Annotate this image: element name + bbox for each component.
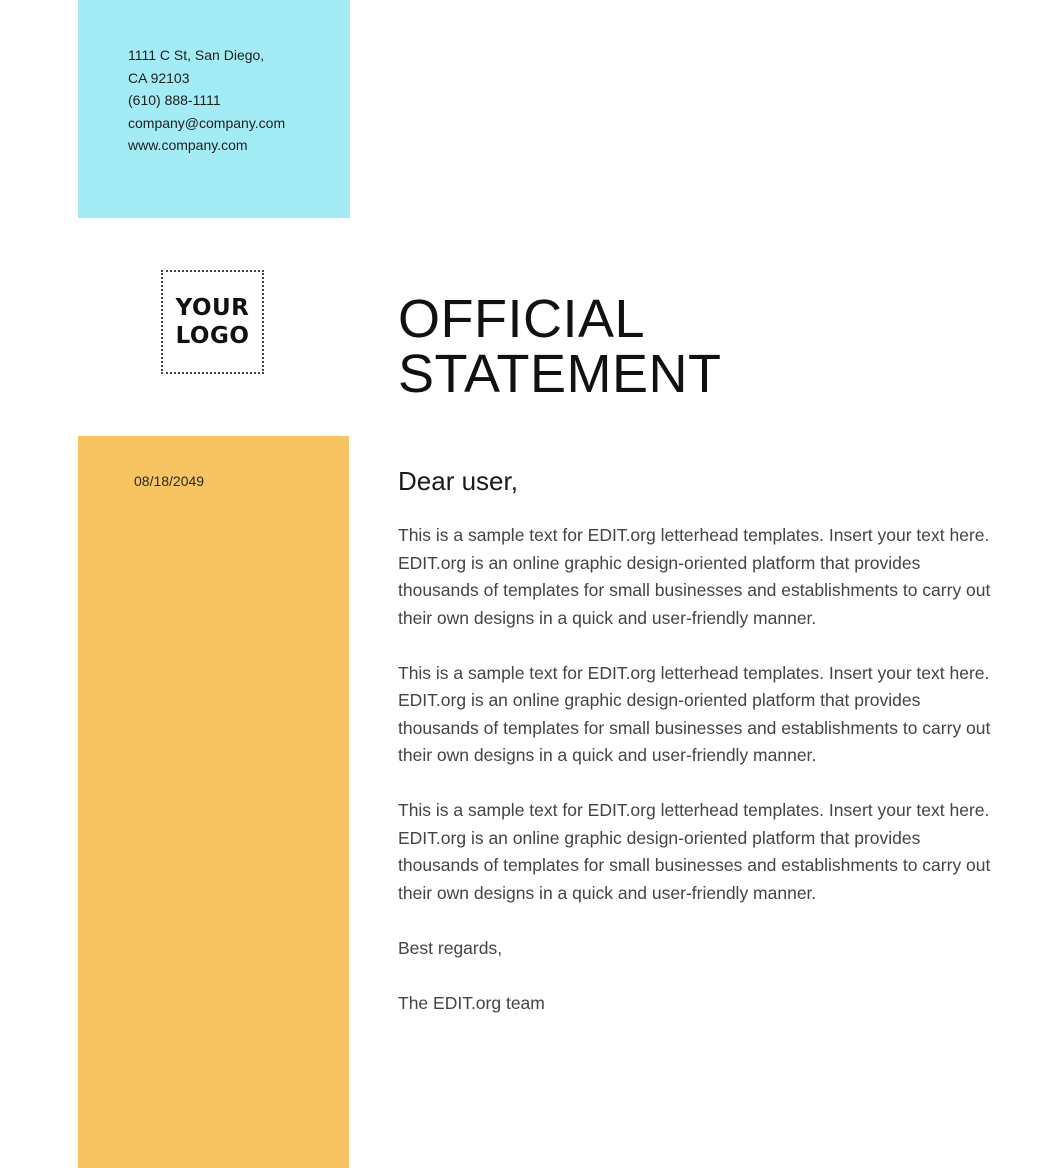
letter-date: 08/18/2049 xyxy=(134,473,205,489)
letter-body xyxy=(398,522,998,1017)
body-paragraph: This is a sample text for EDIT.org letterhead templates. Insert your text here. EDIT.org is an online graphic design-oriented platform that provides thousands of templates for small businesses and establishments to carry out their own designs in a quick and user-friendly manner. xyxy=(398,800,991,903)
contact-info xyxy=(128,44,285,157)
email-address: company@company.com xyxy=(128,114,286,131)
document-title xyxy=(398,289,722,404)
logo-text-line-2: LOGO xyxy=(175,323,250,349)
letter-signature: The EDIT.org team xyxy=(398,992,545,1013)
letter-greeting: Dear user, xyxy=(398,466,518,496)
contact-block xyxy=(78,0,350,218)
website-url: www.company.com xyxy=(128,137,248,153)
address-line-2: CA 92103 xyxy=(128,69,190,86)
title-line-1: OFFICIAL xyxy=(398,289,646,349)
letter-closing: Best regards, xyxy=(398,937,503,958)
date-sidebar xyxy=(78,436,349,1168)
logo-text-line-1: YOUR xyxy=(175,295,250,321)
body-paragraph: This is a sample text for EDIT.org letterhead templates. Insert your text here. EDIT.org is an online graphic design-oriented platform that provides thousands of templates for small businesses and establishments to carry out their own designs in a quick and user-friendly manner. xyxy=(398,662,991,765)
address-line-1: 1111 C St, San Diego, xyxy=(128,47,265,63)
logo-placeholder xyxy=(161,270,264,374)
body-paragraph: This is a sample text for EDIT.org letterhead templates. Insert your text here. EDIT.org is an online graphic design-oriented platform that provides thousands of templates for small businesses and establishments to carry out their own designs in a quick and user-friendly manner. xyxy=(398,525,991,628)
title-line-2: STATEMENT xyxy=(398,344,722,404)
phone-number: (610) 888-1111 xyxy=(128,92,221,108)
